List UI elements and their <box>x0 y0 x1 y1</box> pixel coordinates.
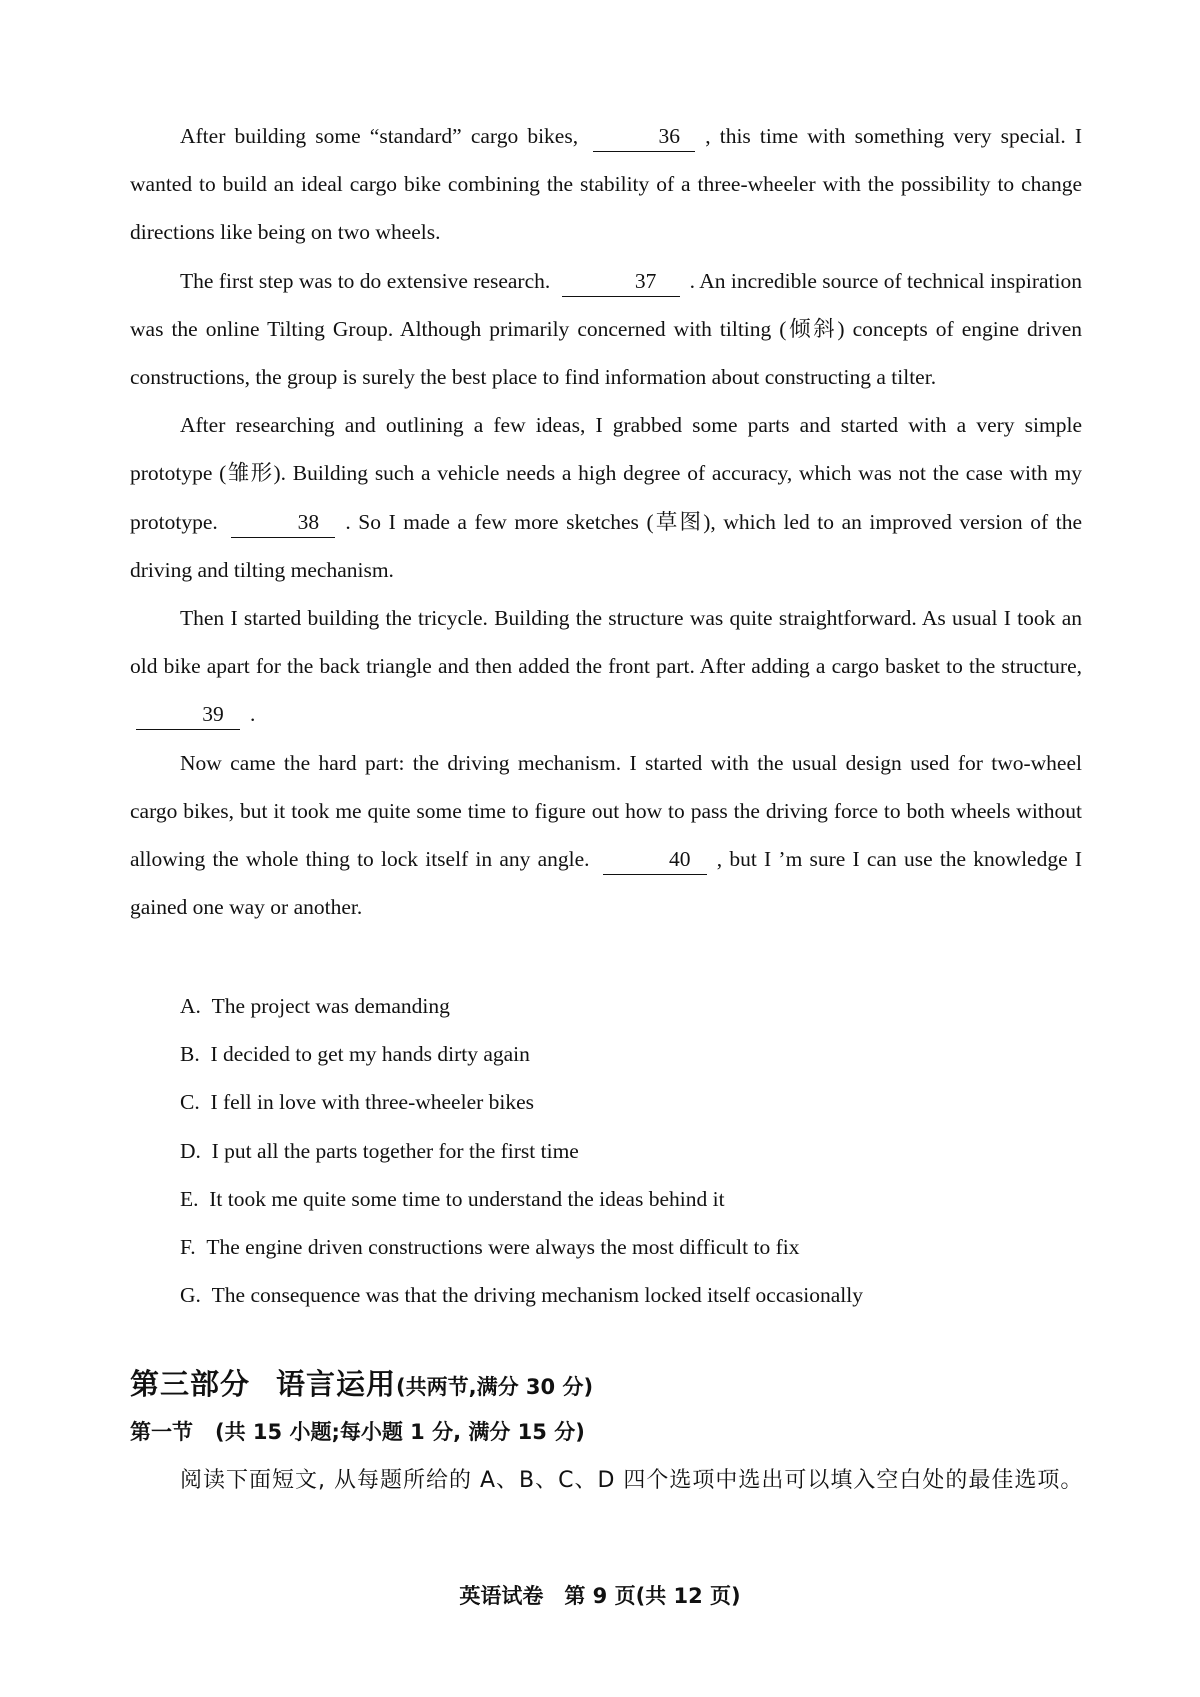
blank-36: 36 <box>593 121 695 152</box>
paragraph-5-after: , but I ’m sure I can use the knowledge I gained one way or another. <box>130 847 1082 920</box>
paragraph-4-after: . <box>250 702 256 727</box>
paragraph-4 <box>130 594 1082 739</box>
paragraph-3-after: . So I made a few more sketches (草图), which led to an improved version of the driving and tilting mechanism. <box>130 509 1082 582</box>
section-one-note: (共 15 小题;每小题 1 分, 满分 15 分) <box>215 1420 585 1444</box>
paragraph-5-before: Now came the hard part: the driving mechanism. I started with the usual design used for two-wheel cargo bikes, but it took me quite some time to figure out how to pass the driving force to both wheels without allowing the whole thing to lock itself in any angle. <box>130 750 1082 872</box>
option-b: B. I decided to get my hands dirty again <box>180 1042 530 1067</box>
paragraph-2-after: . An incredible source of technical inspiration was the online Tilting Group. Although primarily concerned with tilting (倾斜) concepts of engine driven constructions, the group is surely the best place to find information about constructing a tilter. <box>130 268 1082 390</box>
paragraph-1 <box>130 112 1082 257</box>
option-d: D. I put all the parts together for the first time <box>180 1138 579 1163</box>
paragraph-4-before: Then I started building the tricycle. Building the structure was quite straightforward. As usual I took an old bike apart for the back triangle and then added the front part. After adding a cargo basket to the structure, <box>130 606 1082 679</box>
blank-37: 37 <box>562 266 680 297</box>
paragraph-1-after: , this time with something very special. I wanted to build an ideal cargo bike combining the stability of a three-wheeler with the possibility to change directions like being on two wheels. <box>130 124 1083 245</box>
part-three-note: (共两节,满分 30 分) <box>396 1375 594 1399</box>
option-f: F. The engine driven constructions were always the most difficult to fix <box>180 1235 800 1260</box>
part-three-title: 第三部分 <box>130 1367 251 1401</box>
section-instruction: 阅读下面短文, 从每题所给的 A、B、C、D 四个选项中选出可以填入空白处的最佳选项。 <box>180 1468 1084 1493</box>
paragraph-5 <box>130 739 1082 932</box>
paragraph-3 <box>130 401 1082 594</box>
part-three-heading <box>130 1362 593 1403</box>
answer-options <box>180 982 1080 1319</box>
option-a: A. The project was demanding <box>180 994 450 1018</box>
blank-38: 38 <box>231 507 335 538</box>
blank-39: 39 <box>136 699 240 730</box>
option-g: G. The consequence was that the driving mechanism locked itself occasionally <box>180 1283 864 1308</box>
paragraph-2-before: The first step was to do extensive research. <box>180 268 551 293</box>
part-three-subtitle: 语言运用 <box>276 1367 397 1401</box>
section-one-heading <box>130 1416 585 1446</box>
page-footer: 英语试卷 第 9 页(共 12 页) <box>459 1584 741 1608</box>
option-e: E. It took me quite some time to understand the ideas behind it <box>180 1186 725 1211</box>
section-one-title: 第一节 <box>130 1420 193 1444</box>
passage <box>130 112 1082 931</box>
paragraph-1-before: After building some “standard” cargo bikes, <box>180 124 579 148</box>
paragraph-3-before: After researching and outlining a few ideas, I grabbed some parts and started with a very simple prototype (雏形). Building such a vehicle needs a high degree of accuracy, which was not the case with my prototype. <box>130 413 1082 534</box>
option-c: C. I fell in love with three-wheeler bikes <box>180 1090 535 1115</box>
blank-40: 40 <box>603 844 707 875</box>
paragraph-2 <box>130 257 1082 402</box>
